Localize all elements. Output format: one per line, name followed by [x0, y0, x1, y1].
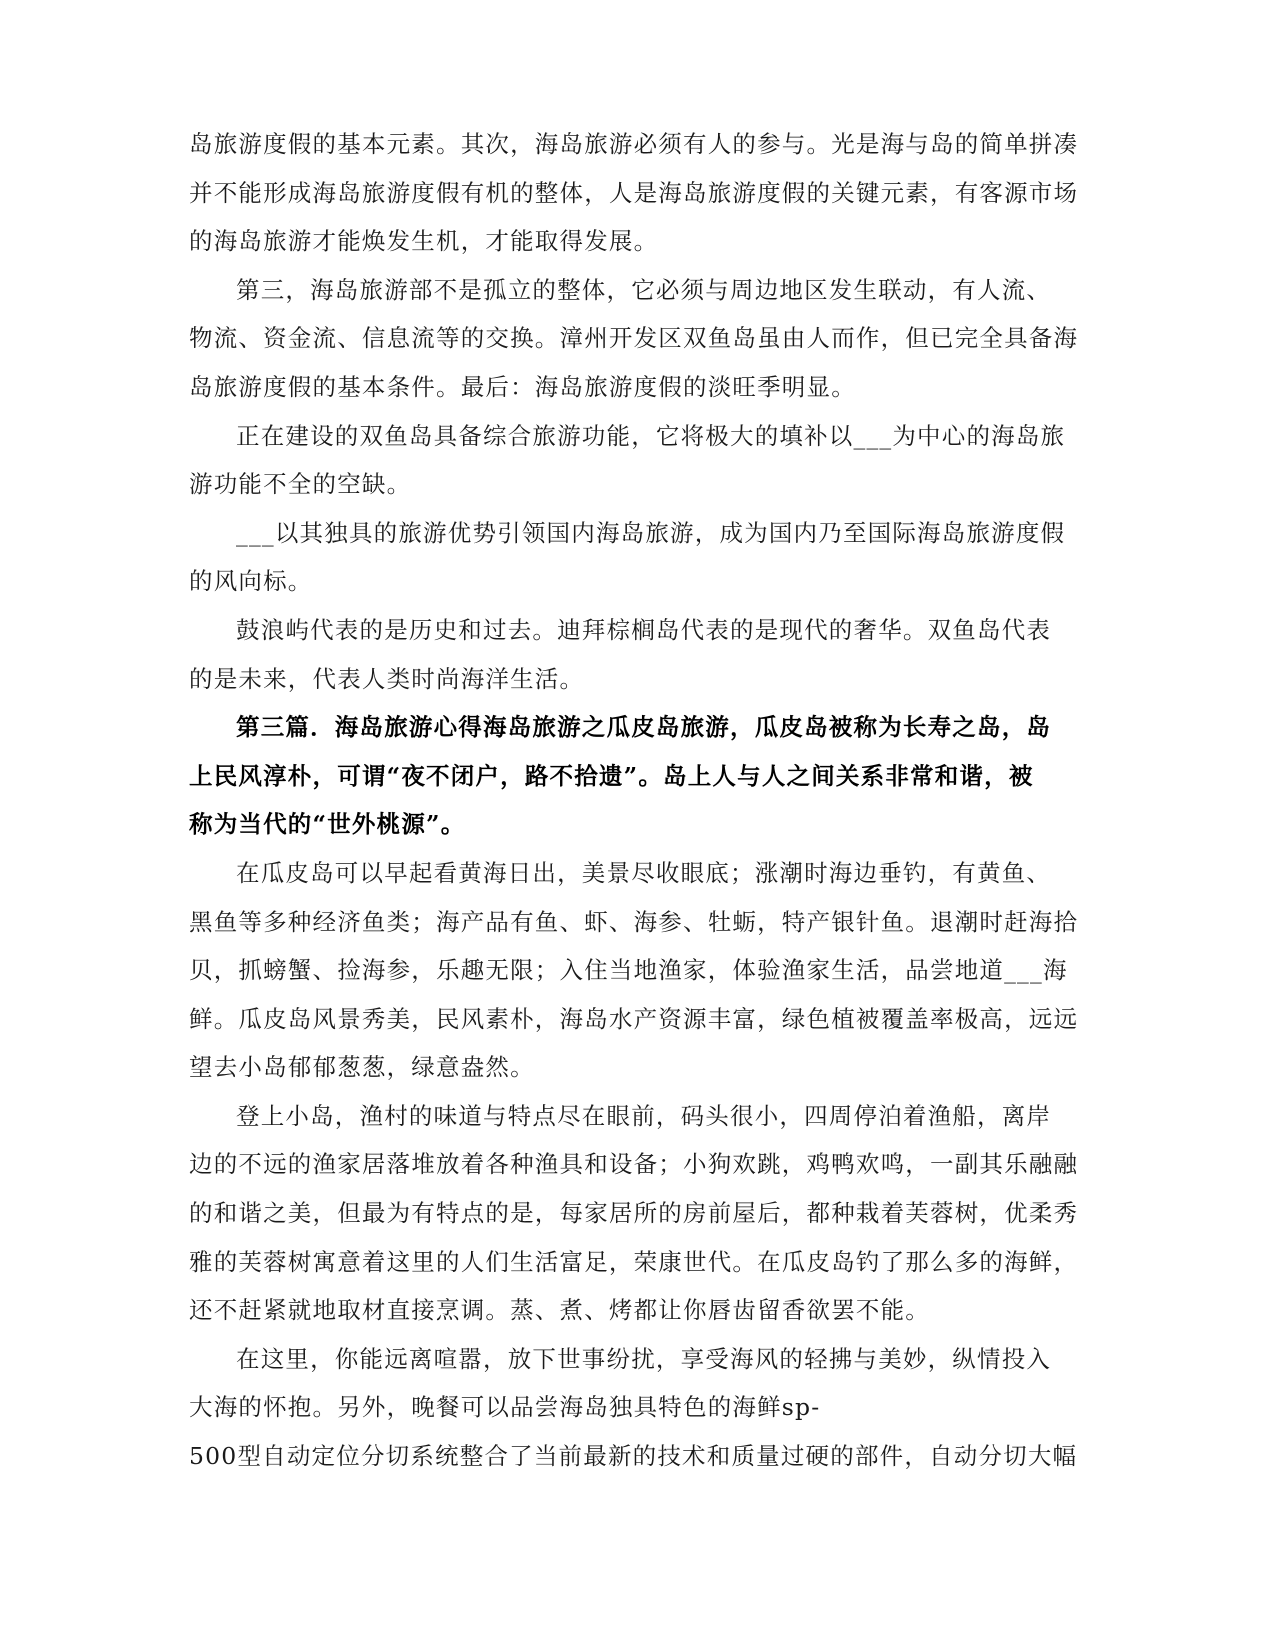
text-line: 的是未来，代表人类时尚海洋生活。	[189, 664, 585, 693]
text-line: 贝，抓螃蟹、捡海参，乐趣无限；入住当地渔家，体验渔家生活，品尝地道___海	[189, 956, 1068, 985]
text-line: 岛旅游度假的基本条件。最后：海岛旅游度假的淡旺季明显。	[189, 372, 856, 401]
text-line: 在瓜皮岛可以早起看黄海日出，美景尽收眼底；涨潮时海边垂钓，有黄鱼、	[236, 858, 1052, 887]
text-line: 岛旅游度假的基本元素。其次，海岛旅游必须有人的参与。光是海与岛的简单拼凑	[189, 130, 1079, 158]
text-line: 游功能不全的空缺。	[189, 470, 412, 499]
paragraph-village	[189, 1092, 1089, 1335]
text-line: 500型自动定位分切系统整合了当前最新的技术和质量过硬的部件，自动分切大幅	[189, 1442, 1078, 1471]
text-line: 雅的芙蓉树寓意着这里的人们生活富足，荣康世代。在瓜皮岛钓了那么多的海鲜，	[189, 1247, 1079, 1276]
paragraph-gulangyu	[189, 606, 1089, 703]
text-line: 并不能形成海岛旅游度假有机的整体，人是海岛旅游度假的关键元素，有客源市场	[189, 178, 1079, 207]
text-line: 鼓浪屿代表的是历史和过去。迪拜棕榈岛代表的是现代的奢华。双鱼岛代表	[236, 615, 1052, 644]
text-line: 望去小岛郁郁葱葱，绿意盎然。	[189, 1053, 535, 1082]
text-line: 物流、资金流、信息流等的交换。漳州开发区双鱼岛虽由人而作，但已完全具备海	[189, 324, 1079, 353]
text-line: 鲜。瓜皮岛风景秀美，民风素朴，海岛水产资源丰富，绿色植被覆盖率极高，远远	[189, 1004, 1079, 1033]
paragraph-sunrise	[189, 849, 1089, 1092]
heading-line: 称为当代的“世外桃源”。	[189, 810, 466, 839]
heading-line: 第三篇．海岛旅游心得海岛旅游之瓜皮岛旅游，瓜皮岛被称为长寿之岛，岛	[236, 713, 1052, 742]
heading-line: 上民风淳朴，可谓“夜不闭户，路不拾遗”。岛上人与人之间关系非常和谐，被	[189, 761, 1034, 790]
document-body	[189, 120, 1089, 1481]
text-line: 边的不远的渔家居落堆放着各种渔具和设备；小狗欢跳，鸡鸭欢鸣，一副其乐融融	[189, 1150, 1079, 1179]
paragraph-third-point	[189, 266, 1089, 412]
paragraph-lead	[189, 509, 1089, 606]
text-line: 还不赶紧就地取材直接烹调。蒸、煮、烤都让你唇齿留香欲罢不能。	[189, 1296, 930, 1325]
paragraph-continued	[189, 120, 1089, 266]
text-line: 的和谐之美，但最为有特点的是，每家居所的房前屋后，都种栽着芙蓉树，优柔秀	[189, 1199, 1079, 1228]
text-line: 的海岛旅游才能焕发生机，才能取得发展。	[189, 227, 659, 256]
paragraph-building	[189, 412, 1089, 509]
chapter-heading	[189, 703, 1089, 849]
paragraph-here	[189, 1335, 1089, 1481]
text-line: 正在建设的双鱼岛具备综合旅游功能，它将极大的填补以___为中心的海岛旅	[236, 421, 1066, 450]
text-line: 在这里，你能远离喧嚣，放下世事纷扰，享受海风的轻拂与美妙，纵情投入	[236, 1344, 1052, 1373]
text-line: ___以其独具的旅游优势引领国内海岛旅游，成为国内乃至国际海岛旅游度假	[236, 518, 1066, 547]
text-line: 大海的怀抱。另外，晚餐可以品尝海岛独具特色的海鲜sp-	[189, 1393, 821, 1422]
text-line: 登上小岛，渔村的味道与特点尽在眼前，码头很小，四周停泊着渔船，离岸	[236, 1101, 1052, 1130]
text-line: 的风向标。	[189, 567, 313, 596]
text-line: 黑鱼等多种经济鱼类；海产品有鱼、虾、海参、牡蛎，特产银针鱼。退潮时赶海拾	[189, 907, 1079, 936]
text-line: 第三，海岛旅游部不是孤立的整体，它必须与周边地区发生联动，有人流、	[236, 275, 1052, 304]
